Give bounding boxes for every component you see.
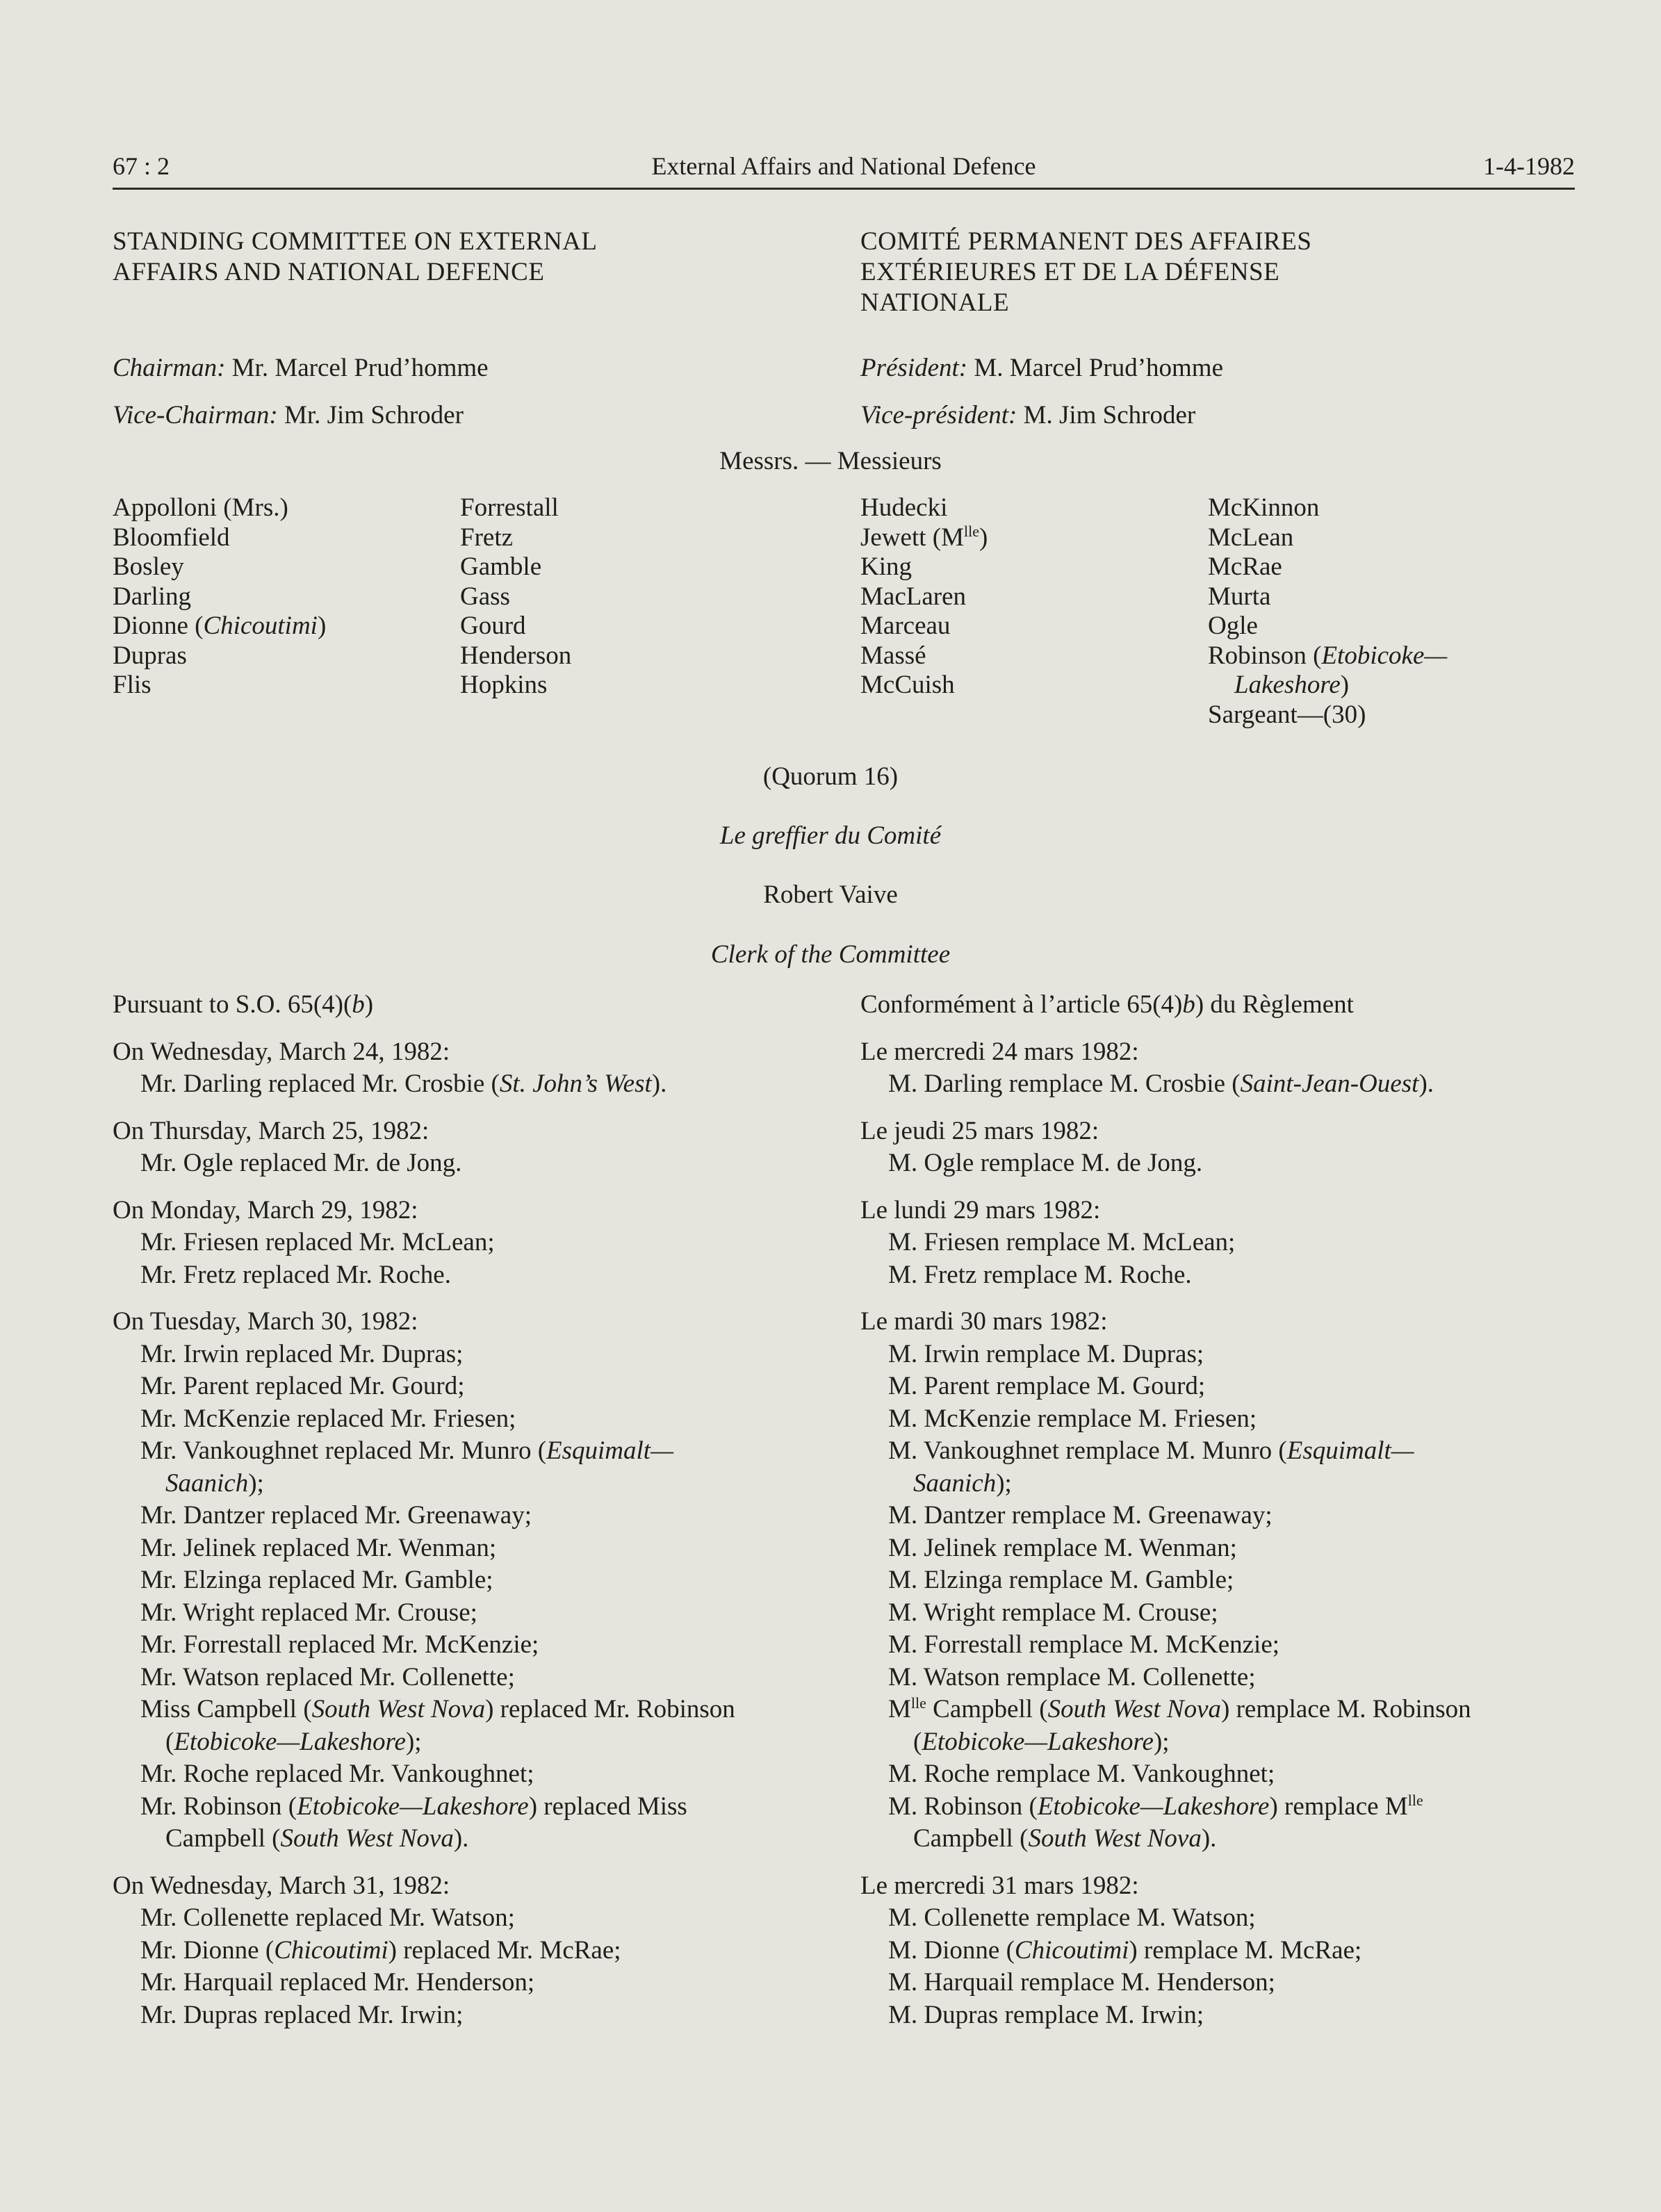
change-item: Mr. Ogle replaced Mr. de Jong.	[140, 1149, 462, 1177]
change-item: M. McKenzie remplace M. Friesen;	[888, 1404, 1257, 1433]
clerk-name: Robert Vaive	[763, 880, 898, 909]
vice-chairman-line	[113, 400, 808, 431]
change-item: M. Parent remplace M. Gourd;	[888, 1372, 1206, 1400]
member-name: McKinnon	[1208, 493, 1320, 522]
member-name: Jewett $(M^{lle})$	[860, 522, 988, 552]
change-item: Mr. Robinson (Etobicoke—Lakeshore) replaced Miss Campbell (South West Nova).	[140, 1792, 687, 1853]
change-item: Mr. Friesen replaced Mr. McLean;	[140, 1228, 495, 1256]
change-item: M. Dupras remplace M. Irwin;	[888, 2000, 1204, 2029]
change-item: M. Roche remplace M. Vankoughnet;	[888, 1760, 1275, 1788]
clerk-title: Clerk of the Committee	[710, 940, 951, 969]
change-item: M. Harquail remplace M. Henderson;	[888, 1968, 1275, 1997]
change-item: Mr. Fretz replaced Mr. Roche.	[140, 1260, 451, 1289]
change-item: Mr. Dionne (Chicoutimi) replaced Mr. McRae;	[140, 1935, 621, 1965]
change-date: Le mercredi 24 mars 1982:	[860, 1037, 1139, 1066]
change-item: M. Fretz remplace M. Roche.	[888, 1260, 1192, 1289]
member-name: Gourd	[460, 612, 526, 640]
change-item: Mr. Wright replaced Mr. Crouse;	[140, 1598, 477, 1627]
change-date: Le mercredi 31 mars 1982:	[860, 1871, 1139, 1900]
committee-name-line: NATIONALE	[860, 288, 1010, 317]
greffier-label: Le greffier du Comité	[719, 821, 942, 850]
members-column-3	[860, 493, 988, 701]
vice-president-label: Vice-président:	[860, 401, 1017, 429]
change-item: M. Friesen remplace M. McLean;	[888, 1228, 1236, 1256]
member-name: Bosley	[113, 552, 184, 581]
issue-date: 1-4-1982	[1483, 152, 1575, 180]
change-item: Mr. Elzinga replaced Mr. Gamble;	[140, 1566, 493, 1594]
member-name: Marceau	[860, 612, 951, 640]
change-item: Mr. Dupras replaced Mr. Irwin;	[140, 2000, 464, 2029]
change-item: M. Dionne (Chicoutimi) remplace M. McRae;	[888, 1935, 1362, 1965]
change-item: M. Darling remplace M. Crosbie (Saint-Jean-Ouest).	[888, 1070, 1434, 1098]
standing-order-reference: Pursuant to S.O. 65(4)(b)	[113, 990, 374, 1019]
membership-changes-english	[113, 989, 808, 2046]
committee-name-line: EXTÉRIEURES ET DE LA DÉFENSE	[860, 258, 1280, 286]
member-name: Flis	[113, 671, 152, 699]
member-name: Hudecki	[860, 493, 948, 522]
president-name: M. Marcel Prud’homme	[974, 354, 1223, 382]
change-item: Mr. Vankoughnet replaced Mr. Munro (Esquimalt— Saanich);	[140, 1436, 673, 1498]
change-item: Mr. Irwin replaced Mr. Dupras;	[140, 1339, 464, 1368]
member-name: Gamble	[460, 552, 542, 581]
change-date: On Wednesday, March 31, 1982:	[113, 1871, 450, 1900]
change-item: Mr. Roche replaced Mr. Vankoughnet;	[140, 1760, 534, 1788]
change-date: On Monday, March 29, 1982:	[113, 1195, 418, 1224]
change-group	[113, 1195, 808, 1292]
change-group	[113, 1870, 808, 2032]
vice-chairman-label: Vice-Chairman:	[113, 401, 278, 429]
chairman-line	[113, 353, 808, 384]
messrs-heading: Messrs. — Messieurs	[719, 447, 942, 475]
change-date: Le lundi 29 mars 1982:	[860, 1195, 1101, 1224]
vice-president-name: M. Jim Schroder	[1023, 401, 1196, 429]
member-name: Appolloni (Mrs.)	[113, 493, 288, 522]
members-column-4	[1208, 493, 1447, 730]
chairman-label: Chairman:	[113, 354, 226, 382]
member-name-continued: Lakeshore)	[1234, 671, 1350, 699]
committee-name-line: STANDING COMMITTEE ON EXTERNAL	[113, 227, 598, 256]
change-item: Mr. Parent replaced Mr. Gourd;	[140, 1372, 465, 1400]
change-item: M. Elzinga remplace M. Gamble;	[888, 1566, 1234, 1594]
change-item: Miss Campbell (South West Nova) replaced Mr. Robinson (Etobicoke—Lakeshore);	[140, 1695, 735, 1756]
change-group	[113, 1036, 808, 1101]
change-date: On Tuesday, March 30, 1982:	[113, 1307, 418, 1336]
change-date: On Wednesday, March 24, 1982:	[113, 1037, 450, 1066]
change-item: M. Vankoughnet remplace M. Munro (Esquimalt— Saanich);	[888, 1436, 1414, 1498]
member-name: Ogle	[1208, 612, 1258, 640]
president-label: Président:	[860, 354, 968, 382]
member-name: MacLaren	[860, 582, 967, 611]
member-name: Robinson (Etobicoke—	[1208, 641, 1448, 670]
change-date: Le jeudi 25 mars 1982:	[860, 1116, 1099, 1145]
quorum: (Quorum 16)	[762, 762, 899, 791]
change-group	[860, 1195, 1583, 1292]
page-number: 67 : 2	[113, 152, 170, 180]
committee-name-french	[860, 227, 1583, 318]
change-group	[860, 1036, 1583, 1101]
change-item: Mr. McKenzie replaced Mr. Friesen;	[140, 1404, 516, 1433]
change-item: M. Collenette remplace M. Watson;	[888, 1903, 1256, 1932]
change-item: Mr. Harquail replaced Mr. Henderson;	[140, 1968, 535, 1997]
member-name: McLean	[1208, 523, 1294, 552]
change-item: M. Dantzer remplace M. Greenaway;	[888, 1501, 1273, 1530]
change-date: Le mardi 30 mars 1982:	[860, 1307, 1108, 1336]
change-item: Mr. Watson replaced Mr. Collenette;	[140, 1662, 515, 1691]
member-name: McCuish	[860, 671, 955, 699]
change-group	[113, 1306, 808, 1855]
membership-changes-french	[860, 989, 1583, 2046]
president-line	[860, 353, 1583, 384]
change-item: M. Forrestall remplace M. McKenzie;	[888, 1630, 1280, 1659]
change-item: $M^{lle}$ Campbell (South West Nova) remplace M. Robinson (Etobicoke—Lakeshore);	[888, 1694, 1471, 1756]
change-item: M. Watson remplace M. Collenette;	[888, 1662, 1256, 1691]
change-item: M. Robinson (Etobicoke—Lakeshore) remplace $M^{lle}$ Campbell (South West Nova).	[888, 1791, 1423, 1853]
chairman-name: Mr. Marcel Prud’homme	[231, 354, 489, 382]
publication-title: External Affairs and National Defence	[651, 152, 1036, 180]
running-header	[113, 151, 1575, 188]
member-name: Darling	[113, 582, 192, 611]
change-item: Mr. Jelinek replaced Mr. Wenman;	[140, 1533, 497, 1562]
change-item: M. Ogle remplace M. de Jong.	[888, 1149, 1203, 1177]
member-name: Massé	[860, 641, 926, 670]
change-group	[860, 1115, 1583, 1180]
member-name: Dionne (Chicoutimi)	[113, 612, 327, 640]
vice-chairman-name: Mr. Jim Schroder	[284, 401, 464, 429]
member-name: Sargeant—(30)	[1208, 700, 1366, 729]
members-column-2	[460, 493, 571, 701]
member-name: Gass	[460, 582, 510, 611]
header-rule	[113, 188, 1575, 190]
committee-name-line: COMITÉ PERMANENT DES AFFAIRES	[860, 227, 1312, 256]
change-date: On Thursday, March 25, 1982:	[113, 1116, 429, 1145]
member-name: Dupras	[113, 641, 187, 670]
change-item: Mr. Dantzer replaced Mr. Greenaway;	[140, 1501, 532, 1530]
member-name: McRae	[1208, 552, 1282, 581]
member-name: Fretz	[460, 523, 514, 552]
vice-president-line	[860, 400, 1583, 431]
change-item: M. Jelinek remplace M. Wenman;	[888, 1533, 1237, 1562]
member-name: Bloomfield	[113, 523, 230, 552]
committee-name-english	[113, 227, 808, 288]
members-column-1	[113, 493, 326, 701]
change-group	[860, 1306, 1583, 1855]
change-group	[113, 1115, 808, 1180]
change-item: M. Irwin remplace M. Dupras;	[888, 1339, 1204, 1368]
committee-name-line: AFFAIRS AND NATIONAL DEFENCE	[113, 258, 545, 286]
member-name: King	[860, 552, 912, 581]
member-name: Henderson	[460, 641, 572, 670]
change-group	[860, 1870, 1583, 2032]
member-name: Murta	[1208, 582, 1271, 611]
change-item: M. Wright remplace M. Crouse;	[888, 1598, 1218, 1627]
member-name: Forrestall	[460, 493, 559, 522]
change-item: Mr. Collenette replaced Mr. Watson;	[140, 1903, 515, 1932]
standing-order-reference: Conformément à l’article 65(4)b) du Règlement	[860, 990, 1354, 1019]
member-name: Hopkins	[460, 671, 548, 699]
change-item: Mr. Darling replaced Mr. Crosbie (St. John’s West).	[140, 1070, 667, 1098]
change-item: Mr. Forrestall replaced Mr. McKenzie;	[140, 1630, 539, 1659]
